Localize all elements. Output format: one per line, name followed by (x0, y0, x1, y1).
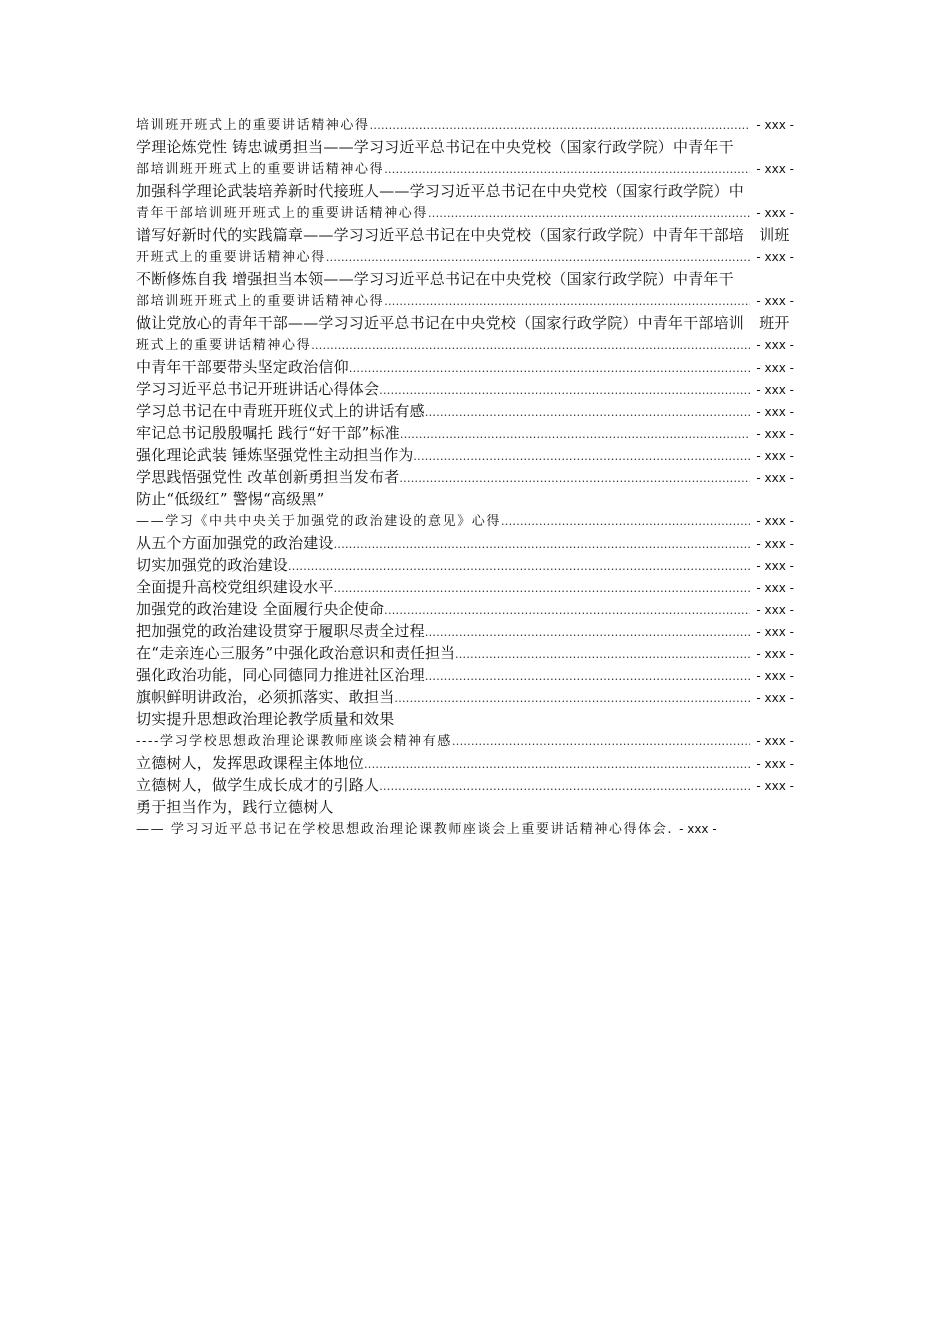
toc-page-number: - xxx - (756, 603, 794, 617)
toc-leader-dots (370, 115, 751, 136)
toc-entry-title: 学理论炼党性 铸忠诚勇担当——学习习近平总书记在中央党校（国家行政学院）中青年干 (136, 138, 734, 156)
toc-leader-dots (425, 402, 751, 422)
toc-leader-dots (501, 511, 750, 532)
toc-entry-title: 勇于担当作为，践行立德树人 (136, 798, 334, 816)
toc-leader-dots (379, 380, 750, 400)
toc-entry[interactable] (136, 136, 816, 158)
toc-page-number: - xxx - (756, 338, 794, 352)
toc-leader-dots (349, 358, 751, 378)
toc-entry[interactable] (136, 752, 816, 774)
toc-leader-dots (379, 776, 750, 796)
toc-entry[interactable] (136, 730, 816, 752)
toc-leader-dots (364, 754, 750, 774)
toc-entry-title: 从五个方面加强党的政治建设 (136, 534, 334, 552)
toc-page-number: - xxx - (756, 691, 794, 705)
toc-page-number: - xxx - (756, 734, 794, 748)
toc-leader-dots (399, 468, 750, 488)
toc-leader-dots (326, 247, 751, 268)
toc-entry[interactable] (136, 444, 816, 466)
toc-entry[interactable] (136, 774, 816, 796)
toc-entry-title: 培训班开班式上的重要讲话精神心得 (136, 118, 370, 133)
toc-page-number: - xxx - (756, 405, 794, 419)
toc-entry[interactable] (136, 532, 816, 554)
toc-entry-title: 部培训班开班式上的重要讲话精神心得 (136, 162, 385, 177)
toc-entry-title: 中青年干部要带头坚定政治信仰 (136, 358, 349, 376)
toc-entry-title: 学思践悟强党性 改革创新勇担当发布者 (136, 468, 400, 486)
toc-page-number: - xxx - (756, 514, 794, 528)
toc-entry-emphasis: 主动担当作为 (323, 446, 414, 464)
toc-entry[interactable] (136, 290, 816, 312)
toc-entry[interactable] (136, 488, 816, 510)
toc-entry-title: 切实加强党的政治建设 (136, 556, 289, 574)
toc-entry[interactable] (136, 576, 816, 598)
toc-entry[interactable] (136, 466, 816, 488)
toc-entry[interactable] (136, 224, 816, 246)
toc-entry[interactable] (136, 664, 816, 686)
toc-page-number: - xxx - (756, 757, 794, 771)
toc-leader-dots (394, 688, 750, 708)
toc-page-number: - xxx - (756, 669, 794, 683)
toc-page-number: - xxx - (756, 471, 794, 485)
toc-page-number: - xxx - (756, 206, 794, 220)
toc-page-number: - xxx - (756, 625, 794, 639)
toc-entry-title: 部培训班开班式上的重要讲话精神心得 (136, 294, 385, 309)
toc-page-number: - xxx - (756, 449, 794, 463)
toc-entry[interactable] (136, 708, 816, 730)
toc-entry-title: 青年干部培训班开班式上的重要讲话精神心得 (136, 206, 429, 221)
toc-entry-title: 立德树人，发挥思政课程主体地位 (136, 754, 365, 772)
toc-entry-title: 加强党的政治建设 全面履行央企使命 (136, 600, 385, 618)
toc-entry[interactable] (136, 334, 816, 356)
toc-entry-title: —— 学习习近平总书记在学校思想政治理论课教师座谈会上重要讲话精神心得体会. (136, 822, 674, 837)
toc-entry-title: 切实提升思想政治理论教学质量和效果 (136, 710, 395, 728)
toc-entry[interactable] (136, 400, 816, 422)
toc-entry-title: 把加强党的政治建设贯穿于履职尽责全过程 (136, 622, 425, 640)
toc-page-number: - xxx - (756, 581, 794, 595)
toc-entry-title: ——学习《中共中央关于加强党的政治建设的意见》心得 (136, 514, 502, 529)
toc-entry[interactable] (136, 422, 816, 444)
toc-entry[interactable] (136, 554, 816, 576)
table-of-contents (136, 114, 816, 840)
toc-page-number: - xxx - (756, 647, 794, 661)
toc-entry[interactable] (136, 378, 816, 400)
toc-leader-dots (311, 335, 750, 356)
toc-entry[interactable] (136, 356, 816, 378)
toc-entry[interactable] (136, 312, 816, 334)
toc-entry[interactable] (136, 510, 816, 532)
toc-entry-title: 谱写好新时代的实践篇章——学习习近平总书记在中央党校（国家行政学院）中青年干部培 训班 (136, 226, 790, 244)
toc-leader-dots (384, 291, 750, 312)
toc-leader-dots (428, 203, 750, 224)
toc-entry-title: 旗帜鲜明讲政治，必须抓落实、敢担当 (136, 688, 395, 706)
toc-entry-title: 防止“低级红” 警惕“高级黑” (136, 490, 325, 508)
toc-entry-title: 立德树人，做学生成长成才的引路人 (136, 776, 380, 794)
toc-entry[interactable] (136, 268, 816, 290)
toc-entry[interactable] (136, 114, 816, 136)
toc-entry[interactable] (136, 620, 816, 642)
toc-page-number: - xxx - (756, 383, 794, 397)
toc-leader-dots (413, 446, 750, 466)
toc-entry-title: 加强科学理论武装培养新时代接班人——学习习近平总书记在中央党校（国家行政学院）中 (136, 182, 745, 200)
toc-entry[interactable] (136, 686, 816, 708)
toc-entry-title: 学习总书记在中青班开班仪式上的讲话有感 (136, 402, 425, 420)
toc-page-number: - xxx - (679, 822, 717, 836)
toc-page-number: - xxx - (756, 559, 794, 573)
toc-page-number: - xxx - (756, 162, 794, 176)
toc-leader-dots (400, 424, 750, 444)
toc-entry-title: 全面提升高校党组织建设水平 (136, 578, 334, 596)
toc-page-number: - xxx - (756, 250, 794, 264)
toc-leader-dots (288, 556, 750, 576)
toc-leader-dots (425, 666, 751, 686)
toc-page-number: - xxx - (756, 537, 794, 551)
toc-page-number: - xxx - (756, 118, 794, 132)
toc-page-number: - xxx - (756, 427, 794, 441)
toc-entry-title: 在“走亲连心三服务”中强化政治意识和 (136, 644, 395, 662)
toc-leader-dots (452, 731, 750, 752)
toc-leader-dots (334, 534, 751, 554)
toc-entry-title: 强化理论武装 锤炼坚强党性 (136, 446, 324, 464)
toc-entry[interactable] (136, 246, 816, 268)
toc-entry-title: 开班式上的重要讲话精神心得 (136, 250, 326, 265)
toc-entry-title: ----学习学校思想政治理论课教师座谈会精神有感 (136, 734, 452, 749)
toc-page-number: - xxx - (756, 779, 794, 793)
toc-leader-dots (334, 578, 751, 598)
toc-entry-title: 做让党放心的青年干部——学习习近平总书记在中央党校（国家行政学院）中青年干部培训 班开 (136, 314, 790, 332)
toc-entry-title: 不断修炼自我 增强担当本领——学习习近平总书记在中央党校（国家行政学院）中青年干 (136, 270, 734, 288)
toc-entry[interactable] (136, 818, 816, 840)
toc-entry[interactable] (136, 796, 816, 818)
toc-entry[interactable] (136, 180, 816, 202)
toc-entry[interactable] (136, 642, 816, 664)
toc-entry-title: 学习习近平总书记开班讲话心得体会 (136, 380, 380, 398)
toc-entry-emphasis: 责任担当 (394, 644, 455, 662)
toc-entry-title: 牢记总书记殷殷嘱托 践行“好干部”标准 (136, 424, 400, 442)
toc-leader-dots (384, 159, 750, 180)
toc-entry[interactable] (136, 598, 816, 620)
toc-leader-dots (384, 600, 750, 620)
toc-leader-dots (455, 644, 750, 664)
toc-entry[interactable] (136, 202, 816, 224)
toc-entry-title: 班式上的重要讲话精神心得 (136, 338, 312, 353)
toc-leader-dots (425, 622, 751, 642)
toc-page-number: - xxx - (756, 294, 794, 308)
toc-page-number: - xxx - (756, 361, 794, 375)
toc-entry[interactable] (136, 158, 816, 180)
toc-entry-title: 强化政治功能，同心同德同力推进社区治理 (136, 666, 425, 684)
